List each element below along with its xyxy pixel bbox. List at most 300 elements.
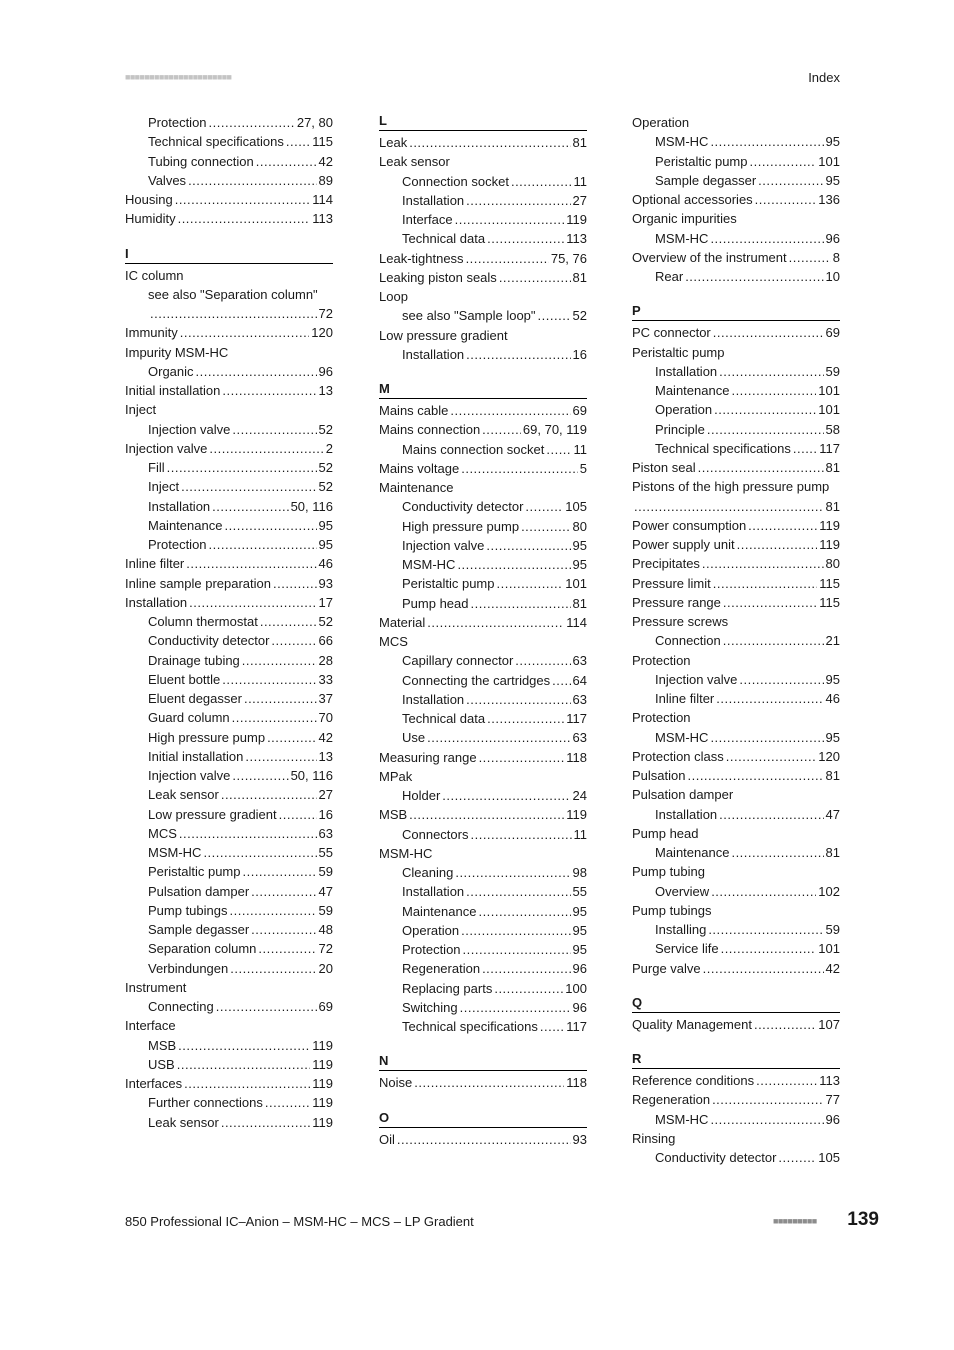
page-reference: 101 <box>818 153 840 169</box>
entry-term: Rinsing <box>632 1130 676 1146</box>
dot-leader <box>184 1074 310 1093</box>
entry-term: Injection valve <box>402 537 485 553</box>
page-reference: 63 <box>572 691 587 707</box>
page-reference: 27, 80 <box>296 115 333 130</box>
entry-term: Installation <box>655 363 718 379</box>
index-subentry <box>379 555 587 574</box>
dot-leader <box>256 152 317 171</box>
page-reference: 77 <box>825 1092 840 1108</box>
entry-term: Mains voltage <box>379 460 460 476</box>
page-reference: 102 <box>818 883 840 899</box>
entry-term: Power consumption <box>632 517 747 533</box>
dot-leader <box>494 979 563 998</box>
index-entry <box>379 748 587 767</box>
dot-leader <box>457 555 570 574</box>
dot-leader <box>478 902 570 921</box>
index-subentry <box>125 689 333 708</box>
dot-leader <box>189 593 316 612</box>
index-letter-heading: N <box>379 1053 587 1071</box>
entry-term: MPak <box>379 768 413 784</box>
dot-leader <box>230 959 316 978</box>
page-reference: 81 <box>825 845 840 860</box>
dot-leader <box>258 939 316 958</box>
entry-term: Installation <box>402 346 465 362</box>
page-reference: 81 <box>572 269 587 285</box>
index-subentry <box>125 843 333 862</box>
page-reference: 96 <box>572 999 587 1015</box>
page-reference: 113 <box>312 211 333 227</box>
page-reference: 50, 116 <box>290 498 333 514</box>
index-subentry <box>125 920 333 939</box>
index-subentry <box>125 132 333 151</box>
page-reference: 95 <box>825 671 840 687</box>
dot-leader <box>216 997 317 1016</box>
entry-term: Rear <box>655 269 684 284</box>
index-subentry <box>379 440 587 459</box>
page-reference: 63 <box>572 653 587 669</box>
page-reference: 69 <box>318 999 333 1014</box>
entry-term: Peristaltic pump <box>402 576 495 592</box>
index-subentry <box>379 306 587 325</box>
dot-leader <box>466 690 570 709</box>
dot-leader <box>754 1015 816 1034</box>
index-subentry <box>125 939 333 958</box>
index-entry <box>125 1016 333 1035</box>
dot-leader <box>150 304 317 323</box>
index-subentry <box>379 998 587 1017</box>
index-subentry <box>125 171 333 190</box>
document-title: 850 Professional IC–Anion – MSM-HC – MCS – LP Gradient <box>125 1214 474 1229</box>
page-reference: 81 <box>572 135 587 150</box>
index-subentry <box>125 747 333 766</box>
dot-leader <box>409 133 570 152</box>
dot-leader <box>525 497 563 516</box>
index-subentry <box>379 882 587 901</box>
page-reference: 66 <box>318 633 333 649</box>
dot-leader <box>499 268 571 287</box>
index-entry <box>632 343 840 362</box>
index-subentry <box>125 651 333 670</box>
entry-term: Use <box>402 730 426 746</box>
page-reference: 101 <box>565 576 587 592</box>
dot-leader <box>178 1036 310 1055</box>
index-entry <box>125 323 333 342</box>
entry-term: Protection <box>148 115 207 130</box>
page-reference: 16 <box>318 806 333 822</box>
index-subentry <box>379 172 587 191</box>
entry-term: Leak sensor <box>148 787 219 803</box>
index-entry <box>379 805 587 824</box>
page-reference: 113 <box>566 231 587 247</box>
entry-term: High pressure pump <box>402 518 520 534</box>
entry-term: Technical specifications <box>148 134 284 150</box>
dot-leader <box>470 825 571 844</box>
index-entry <box>379 767 587 786</box>
entry-term: Installing <box>655 922 707 937</box>
page-reference: 70 <box>318 710 333 726</box>
entry-term: Measuring range <box>379 749 477 765</box>
dot-leader <box>719 805 823 824</box>
dot-leader <box>273 574 317 593</box>
index-letter-heading: I <box>125 246 333 264</box>
page-reference: 33 <box>318 671 333 687</box>
page-reference: 50, 116 <box>290 768 333 783</box>
entry-term: Reference conditions <box>632 1073 755 1088</box>
index-subentry <box>379 210 587 229</box>
entry-term: Technical specifications <box>402 1019 538 1034</box>
entry-term: Initial installation <box>148 748 244 764</box>
index-entry <box>632 113 840 132</box>
index-entry <box>632 612 840 631</box>
dot-leader <box>232 766 288 785</box>
dot-leader <box>716 689 823 708</box>
dot-leader <box>515 651 570 670</box>
dot-leader <box>460 998 571 1017</box>
page-reference: 95 <box>318 537 333 552</box>
entry-term: Interface <box>125 1018 176 1034</box>
page-reference: 52 <box>318 614 333 629</box>
entry-term: Replacing parts <box>402 980 493 996</box>
dot-leader <box>739 670 823 689</box>
entry-term: Cleaning <box>402 865 454 880</box>
page-reference: 63 <box>318 825 333 841</box>
index-subentry <box>379 940 587 959</box>
dot-leader <box>461 459 578 478</box>
index-entry <box>125 554 333 573</box>
page-reference: 2 <box>325 440 333 456</box>
entry-term: Conductivity detector <box>655 1150 777 1165</box>
index-subentry <box>125 497 333 516</box>
index-subentry <box>125 152 333 171</box>
index-entry <box>125 266 333 285</box>
dot-leader <box>221 785 317 804</box>
dot-leader <box>209 439 323 458</box>
page-reference: 96 <box>572 961 587 977</box>
page-reference: 96 <box>318 363 333 379</box>
entry-term: Tubing connection <box>148 153 254 169</box>
index-column-2 <box>379 113 587 1149</box>
index-subentry <box>632 420 840 439</box>
page-reference: 47 <box>318 883 333 899</box>
dot-leader <box>222 381 316 400</box>
entry-term: Leak sensor <box>379 154 450 170</box>
dot-leader <box>698 458 824 477</box>
page-reference: 105 <box>565 499 587 515</box>
entry-term: Connectors <box>402 826 469 842</box>
index-subentry <box>379 728 587 747</box>
section-title: Index <box>808 70 840 85</box>
page-reference: 117 <box>566 1019 587 1034</box>
entry-term: Purge valve <box>632 960 701 976</box>
entry-term: Pulsation damper <box>632 787 734 803</box>
dot-leader <box>251 882 316 901</box>
dot-leader <box>471 594 571 613</box>
entry-term: Organic impurities <box>632 211 737 227</box>
page-reference: 5 <box>579 460 587 476</box>
entry-term: Organic <box>148 363 194 379</box>
page-reference: 107 <box>818 1016 840 1032</box>
entry-term: Mains cable <box>379 403 449 418</box>
dot-leader <box>487 229 564 248</box>
entry-term: Pistons of the high pressure pump <box>632 479 830 495</box>
entry-term: Connecting the cartridges <box>402 672 551 688</box>
index-subentry <box>379 959 587 978</box>
entry-term: Loop <box>379 289 408 304</box>
index-entry <box>125 304 333 323</box>
entry-term: Injection valve <box>655 671 738 687</box>
entry-term: Operation <box>655 402 713 418</box>
entry-term: Leak-tightness <box>379 250 464 266</box>
dot-leader <box>175 190 311 209</box>
dot-leader <box>755 190 817 209</box>
index-subentry <box>379 345 587 364</box>
entry-term: Instrument <box>125 979 187 995</box>
entry-term: Installation <box>402 884 465 900</box>
index-entry <box>379 613 587 632</box>
index-subentry <box>125 458 333 477</box>
entry-term: MSB <box>379 807 408 823</box>
index-subentry <box>632 882 840 901</box>
page-reference: 93 <box>572 1131 587 1147</box>
entry-term: Impurity MSM-HC <box>125 344 229 360</box>
index-subentry <box>379 536 587 555</box>
entry-term: Peristaltic pump <box>148 864 241 880</box>
dot-leader <box>414 1073 564 1092</box>
index-entry <box>379 459 587 478</box>
index-entry <box>125 593 333 612</box>
dot-leader <box>710 1110 823 1129</box>
index-subentry <box>379 902 587 921</box>
entry-term: Conductivity detector <box>402 499 524 515</box>
index-letter-heading: L <box>379 113 587 131</box>
page-reference: 80 <box>825 556 840 572</box>
page-reference: 114 <box>312 192 333 207</box>
entry-term: MSM-HC <box>402 557 456 572</box>
entry-term: Installation <box>655 806 718 822</box>
dot-leader <box>793 439 817 458</box>
entry-term: USB <box>148 1056 175 1072</box>
entry-term: Regeneration <box>632 1092 711 1108</box>
index-subentry <box>632 400 840 419</box>
entry-term: Conductivity detector <box>148 633 270 649</box>
index-subentry <box>125 477 333 496</box>
index-subentry <box>632 920 840 939</box>
index-subentry <box>125 882 333 901</box>
dot-leader <box>731 843 823 862</box>
page-reference: 101 <box>818 402 840 418</box>
index-subentry <box>632 939 840 958</box>
index-entry <box>632 593 840 612</box>
entry-term: MSM-HC <box>655 1111 709 1127</box>
page-reference: 95 <box>572 903 587 919</box>
entry-term: Technical data <box>402 711 486 726</box>
dot-leader <box>789 248 831 267</box>
page-reference: 55 <box>318 845 333 860</box>
page-reference: 52 <box>572 308 587 324</box>
page-reference: 11 <box>573 826 587 842</box>
page-reference: 95 <box>572 537 587 553</box>
page-reference: 27 <box>318 787 333 803</box>
dot-leader <box>482 959 570 978</box>
page-reference: 72 <box>318 306 333 321</box>
page-reference: 100 <box>565 980 587 996</box>
index-subentry <box>379 921 587 940</box>
dot-leader <box>466 345 570 364</box>
dot-leader <box>538 306 571 325</box>
dot-leader <box>723 593 817 612</box>
page-reference: 101 <box>818 383 840 398</box>
dot-leader <box>427 613 564 632</box>
page-reference: 42 <box>318 153 333 169</box>
index-entry <box>632 209 840 228</box>
dot-leader <box>634 497 824 516</box>
index-subentry <box>632 171 840 190</box>
dot-leader <box>710 728 823 747</box>
dot-leader <box>703 959 824 978</box>
index-entry <box>379 133 587 152</box>
dot-leader <box>179 824 317 843</box>
dot-leader <box>224 516 316 535</box>
entry-term: Pump head <box>632 825 699 841</box>
page-reference: 72 <box>318 941 333 957</box>
dot-leader <box>455 210 565 229</box>
page-reference: 114 <box>566 614 587 630</box>
index-entry <box>632 959 840 978</box>
entry-term: Technical data <box>402 231 486 247</box>
entry-term: Noise <box>379 1075 413 1091</box>
index-entry <box>632 766 840 785</box>
page-reference: 81 <box>572 595 587 611</box>
entry-term: Quality Management <box>632 1016 752 1032</box>
index-entry <box>125 574 333 593</box>
entry-term: Valves <box>148 172 187 188</box>
dot-leader <box>486 536 570 555</box>
page-reference: 13 <box>318 748 333 764</box>
dot-leader <box>748 516 817 535</box>
entry-term: Mains connection socket <box>402 441 545 457</box>
index-entry <box>125 978 333 997</box>
dot-leader <box>232 708 317 727</box>
index-subentry <box>632 670 840 689</box>
entry-term: Interfaces <box>125 1076 183 1091</box>
entry-term: Pump tubings <box>632 902 712 918</box>
entry-term: Peristaltic pump <box>632 344 725 360</box>
index-subentry <box>379 786 587 805</box>
page-reference: 119 <box>312 1095 333 1111</box>
entry-term: MSM-HC <box>655 230 709 246</box>
page-reference: 52 <box>318 421 333 437</box>
entry-term: Maintenance <box>402 903 477 919</box>
entry-term: Low pressure gradient <box>379 327 508 343</box>
entry-term: Inject <box>125 402 157 418</box>
entry-term: Operation <box>402 922 460 938</box>
page-reference: 120 <box>311 325 333 341</box>
page-reference: 28 <box>318 652 333 668</box>
page-reference: 119 <box>312 1056 333 1072</box>
entry-term: Maintenance <box>655 383 730 398</box>
index-entry <box>632 516 840 535</box>
entry-term: MSM-HC <box>655 729 709 745</box>
page-reference: 95 <box>572 557 587 572</box>
page-reference: 42 <box>825 960 840 976</box>
page-reference: 21 <box>825 633 840 649</box>
page-reference: 117 <box>566 711 587 726</box>
dot-leader <box>455 863 570 882</box>
page-reference: 95 <box>572 922 587 938</box>
index-subentry <box>632 381 840 400</box>
header-decoration: ■■■■■■■■■■■■■■■■■■■■■■ <box>125 72 232 82</box>
dot-leader <box>482 420 521 439</box>
entry-term: Mains connection <box>379 422 481 438</box>
dot-leader <box>230 901 317 920</box>
entry-term: Pulsation damper <box>148 883 250 899</box>
index-entry <box>379 420 587 439</box>
entry-term: Housing <box>125 192 173 207</box>
index-subentry <box>632 267 840 286</box>
dot-leader <box>712 1090 823 1109</box>
entry-term: PC connector <box>632 325 711 341</box>
entry-term: Holder <box>402 788 441 803</box>
entry-term: Connecting <box>148 999 214 1014</box>
page-reference: 11 <box>573 441 587 457</box>
dot-leader <box>244 689 317 708</box>
entry-term: MSB <box>148 1037 177 1053</box>
index-subentry <box>125 113 333 132</box>
index-entry <box>632 1090 840 1109</box>
entry-term: Precipitates <box>632 556 700 572</box>
page-reference: 58 <box>825 421 840 437</box>
entry-term: Overview <box>655 883 710 899</box>
page-reference: 46 <box>318 556 333 572</box>
entry-term: Capillary connector <box>402 653 514 669</box>
page-reference: 48 <box>318 922 333 937</box>
page-reference: 115 <box>819 575 840 591</box>
index-subentry <box>379 863 587 882</box>
entry-term: Operation <box>632 115 690 130</box>
index-subentry <box>125 901 333 920</box>
dot-leader <box>687 766 823 785</box>
page-reference: 52 <box>318 479 333 495</box>
dot-leader <box>711 882 816 901</box>
page-reference: 81 <box>825 498 840 514</box>
entry-term: Peristaltic pump <box>655 153 748 169</box>
page-reference: 96 <box>825 230 840 246</box>
dot-leader <box>685 267 823 286</box>
page-reference: 24 <box>572 788 587 803</box>
dot-leader <box>758 171 823 190</box>
entry-term: Interface <box>402 212 453 227</box>
dot-leader <box>212 497 288 516</box>
dot-leader <box>397 1130 571 1149</box>
index-column-1 <box>125 113 333 1132</box>
index-entry <box>379 1130 587 1149</box>
index-subentry <box>125 708 333 727</box>
entry-term: Separation column <box>148 941 257 957</box>
index-subentry <box>379 671 587 690</box>
page-reference: 55 <box>572 884 587 900</box>
dot-leader <box>710 132 823 151</box>
dot-leader <box>203 843 316 862</box>
entry-term: Inline sample preparation <box>125 575 271 591</box>
entry-term: MSM-HC <box>655 134 709 150</box>
page-reference: 16 <box>572 346 587 362</box>
dot-leader <box>707 420 824 439</box>
dot-leader <box>188 171 316 190</box>
entry-term: Material <box>379 614 426 630</box>
page-reference: 105 <box>818 1150 840 1165</box>
page-number: 139 <box>847 1209 879 1230</box>
page-reference: 81 <box>825 460 840 475</box>
